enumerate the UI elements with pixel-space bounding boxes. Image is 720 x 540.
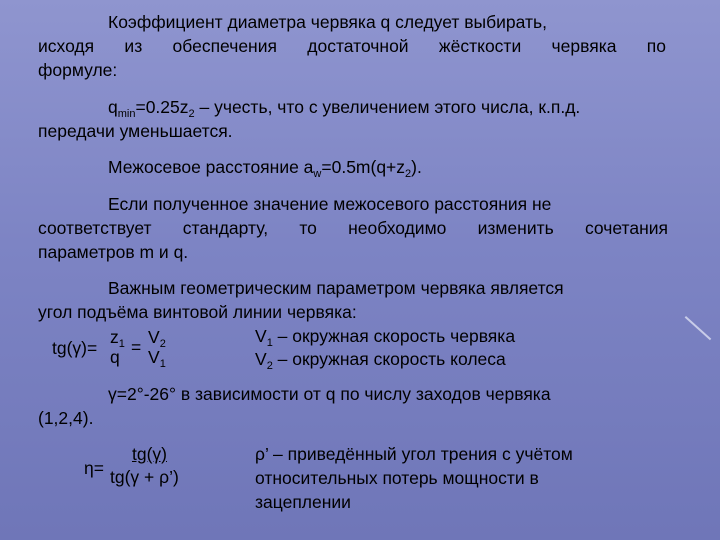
p3-pre: Межосевое расстояние a bbox=[108, 157, 314, 177]
p4-line2-word: стандарту, bbox=[182, 218, 269, 238]
legend-v2 bbox=[255, 349, 506, 376]
rho-line1: ρ’ – приведённый угол трения с учётом bbox=[255, 444, 573, 464]
legend-v1-text: – окружная скорость червяка bbox=[272, 326, 516, 346]
p1-line2-word: по bbox=[646, 36, 666, 56]
tg-eq: = bbox=[131, 337, 142, 357]
p3-post: ). bbox=[411, 157, 422, 177]
gamma-line1: γ=2°-26° в зависимости от q по числу заходов червяка bbox=[108, 384, 551, 404]
decorative-line bbox=[685, 316, 712, 340]
p1-line2 bbox=[38, 36, 666, 56]
v2-subscript: 2 bbox=[159, 338, 166, 350]
p4-line3: параметров m и q. bbox=[38, 242, 189, 262]
q-symbol: q bbox=[108, 97, 118, 117]
rho-line3: зацеплении bbox=[255, 492, 351, 512]
z2-subscript: 2 bbox=[405, 168, 412, 180]
p4-line2-word: то bbox=[299, 218, 317, 238]
tg-den2 bbox=[148, 347, 166, 374]
p1-line2-word: из bbox=[124, 36, 143, 56]
p1-line2-word: исходя bbox=[38, 36, 95, 56]
legend-v2-text: – окружная скорость колеса bbox=[272, 349, 506, 369]
z1-subscript: 1 bbox=[118, 338, 125, 350]
eta-numerator: tg(γ) bbox=[132, 444, 167, 464]
eta-lhs: η= bbox=[84, 458, 104, 478]
p4-line2-word: изменить bbox=[477, 218, 554, 238]
v-letter-den: V bbox=[148, 347, 160, 367]
p3-line bbox=[108, 157, 422, 184]
p3-eq: =0.5m(q+z bbox=[321, 157, 406, 177]
p4-line1: Если полученное значение межосевого расстояния не bbox=[108, 194, 552, 214]
gamma-line2: (1,2,4). bbox=[38, 408, 94, 428]
p2-rest: – учесть, что с увеличением этого числа, к.п.д. bbox=[194, 97, 581, 117]
p2-eq: =0.25z bbox=[135, 97, 189, 117]
tg-den1: q bbox=[110, 347, 120, 367]
a-subscript: w bbox=[313, 168, 322, 180]
p1-line3: формуле: bbox=[38, 60, 118, 80]
p2-line1 bbox=[108, 97, 580, 124]
rho-line2: относительных потерь мощности в bbox=[255, 468, 539, 488]
p1-line2-word: обеспечения bbox=[172, 36, 277, 56]
tg-lhs: tg(γ)= bbox=[52, 338, 98, 358]
legend-v2-letter: V bbox=[255, 349, 267, 369]
q-subscript: min bbox=[117, 108, 136, 120]
legend-v1-sub: 1 bbox=[266, 337, 273, 349]
p4-line2-word: соответствует bbox=[38, 218, 152, 238]
p2-line2: передачи уменьшается. bbox=[38, 121, 233, 141]
p4-line2-word: сочетания bbox=[584, 218, 668, 238]
p4-line2 bbox=[38, 218, 668, 238]
p1-line2-word: достаточной bbox=[307, 36, 409, 56]
p5-line2: угол подъёма винтовой линии червяка: bbox=[38, 302, 357, 322]
p4-line2-word: необходимо bbox=[348, 218, 447, 238]
v-letter: V bbox=[148, 327, 160, 347]
z-letter: z bbox=[110, 327, 119, 347]
z-subscript: 2 bbox=[188, 108, 195, 120]
v1-subscript: 1 bbox=[159, 358, 166, 370]
p1-line2-word: жёсткости bbox=[438, 36, 522, 56]
p1-line1: Коэффициент диаметра червяка q следует выбирать, bbox=[108, 12, 547, 32]
p1-line2-word: червяка bbox=[551, 36, 617, 56]
p5-line1: Важным геометрическим параметром червяка является bbox=[108, 278, 564, 298]
legend-v1-letter: V bbox=[255, 326, 267, 346]
legend-v2-sub: 2 bbox=[266, 360, 273, 372]
eta-denominator: tg(γ + ρ’) bbox=[110, 467, 179, 487]
